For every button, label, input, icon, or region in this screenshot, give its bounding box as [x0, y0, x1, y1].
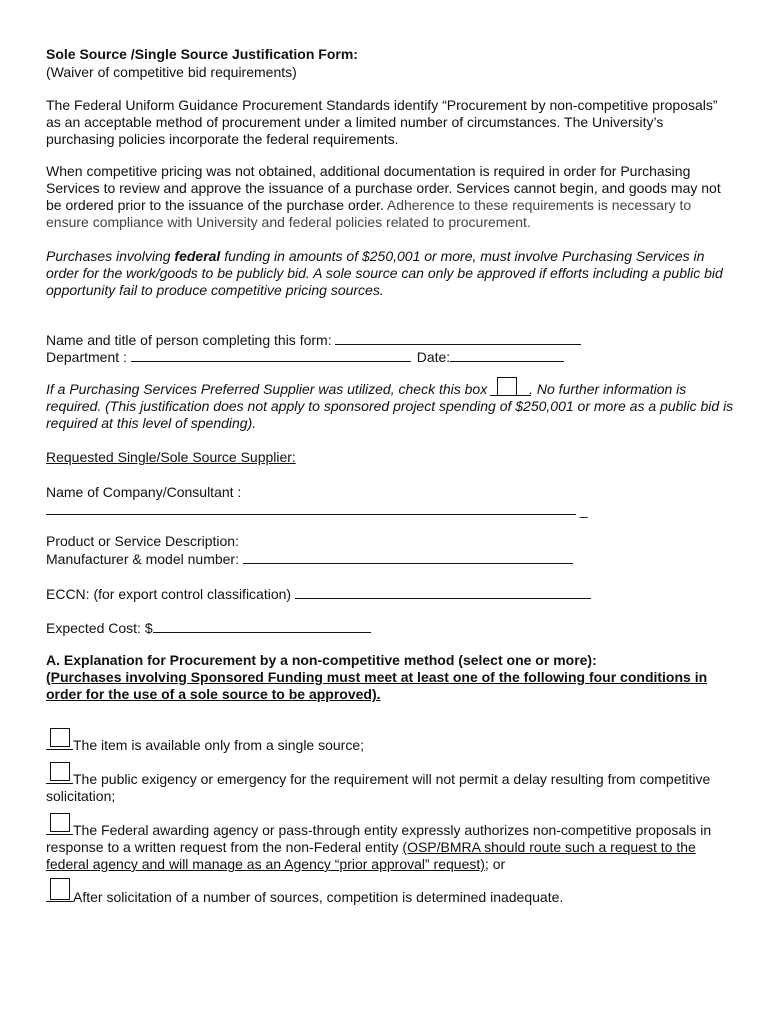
federal-notice-body: funding in amounts of $250,001 or more, must involve Purchasing Services in order for the work/goods to be publicly bid. A sole source can only be approved if efforts including a public bid opportunity fail to produce competitive pricing sources.	[46, 248, 723, 298]
intro-paragraph-2-main: When competitive pricing was not obtained, additional documentation is required in order for Purchasing Services to review and approve the issuance of a purchase order. Services cannot begin, and goods may not be ordered prior to the issuance of the purchase order.	[46, 163, 721, 213]
option-inadequate-competition-text: After solicitation of a number of sources, competition is determined inadequate.	[73, 889, 564, 905]
cost-field[interactable]	[153, 619, 371, 633]
federal-funding-notice	[46, 248, 736, 299]
name-title-field[interactable]	[335, 331, 581, 345]
option-federal-authorization	[46, 820, 736, 873]
date-field[interactable]	[450, 348, 564, 362]
intro-paragraph-2	[46, 163, 731, 231]
manufacturer-row	[46, 550, 736, 568]
supplier-heading: Requested Single/Sole Source Supplier:	[46, 449, 296, 465]
option-single-source-text: The item is available only from a single source;	[73, 737, 365, 753]
company-trail: _	[579, 502, 588, 518]
section-a-subheading: (Purchases involving Sponsored Funding must meet at least one of the following four conditions in order for the use of a sole source to be approved).	[46, 669, 708, 702]
option-exigency	[46, 769, 736, 805]
company-label: Name of Company/Consultant :	[46, 484, 242, 500]
department-label: Department :	[46, 349, 127, 365]
option-federal-authorization-route-note: (OSP/BMRA should route such a request to the federal agency and will manage as an Agency “prior approval” request)	[46, 839, 696, 872]
manufacturer-label: Manufacturer & model number:	[46, 551, 239, 567]
option-exigency-text: The public exigency or emergency for the requirement will not permit a delay resulting from competitive solicitation;	[46, 771, 711, 804]
option-inadequate-competition	[46, 887, 736, 906]
product-label: Product or Service Description:	[46, 533, 239, 549]
option-exigency-checkbox[interactable]	[50, 762, 70, 781]
option-inadequate-competition-checkbox[interactable]	[50, 878, 70, 900]
eccn-row	[46, 585, 736, 603]
company-field[interactable]	[46, 501, 576, 515]
preferred-supplier-checkbox[interactable]	[497, 377, 517, 396]
cost-label: Expected Cost: $	[46, 620, 153, 636]
cost-row	[46, 619, 736, 637]
preferred-supplier-text: If a Purchasing Services Preferred Supplier was utilized, check this box	[46, 381, 488, 397]
option-federal-authorization-checkbox[interactable]	[50, 813, 70, 832]
intro-paragraph-2-compliance: Adherence to these requirements is necessary to ensure compliance with University and federal policies related to procurement.	[46, 197, 692, 230]
federal-notice-lead: Purchases involving	[46, 248, 175, 264]
intro-paragraph-1: The Federal Uniform Guidance Procurement Standards identify “Procurement by non-competitive proposals” as an acceptable method of procurement under a limited number of circumstances. The University’s purchasing policies incorporate the federal requirements.	[46, 97, 718, 147]
preferred-supplier-note: . No further information is required. (This justification does not apply to sponsored project spending of $250,001 or more as a public bid is required at this level of spending).	[46, 381, 734, 431]
option-federal-authorization-text: The Federal awarding agency or pass-through entity expressly authorizes non-competitive proposals in response to a written request from the non-Federal entity	[46, 822, 712, 855]
department-row	[46, 348, 736, 366]
preferred-supplier-paragraph	[46, 381, 736, 432]
manufacturer-field[interactable]	[243, 550, 573, 564]
name-title-row	[46, 331, 736, 349]
federal-notice-emphasis: federal	[174, 248, 221, 264]
date-label: Date:	[416, 349, 451, 365]
form-subtitle: (Waiver of competitive bid requirements)	[46, 64, 297, 80]
form-title: Sole Source /Single Source Justification Form:	[46, 46, 358, 62]
option-single-source	[46, 735, 736, 754]
option-single-source-checkbox[interactable]	[50, 728, 70, 747]
department-field[interactable]	[131, 348, 411, 362]
section-a-heading: A. Explanation for Procurement by a non-competitive method (select one or more):	[46, 652, 597, 668]
eccn-label: ECCN: (for export control classification)	[46, 586, 292, 602]
eccn-field[interactable]	[295, 585, 591, 599]
name-title-label: Name and title of person completing this form:	[46, 332, 332, 348]
company-row	[46, 501, 736, 519]
option-federal-authorization-end: ; or	[484, 856, 506, 872]
